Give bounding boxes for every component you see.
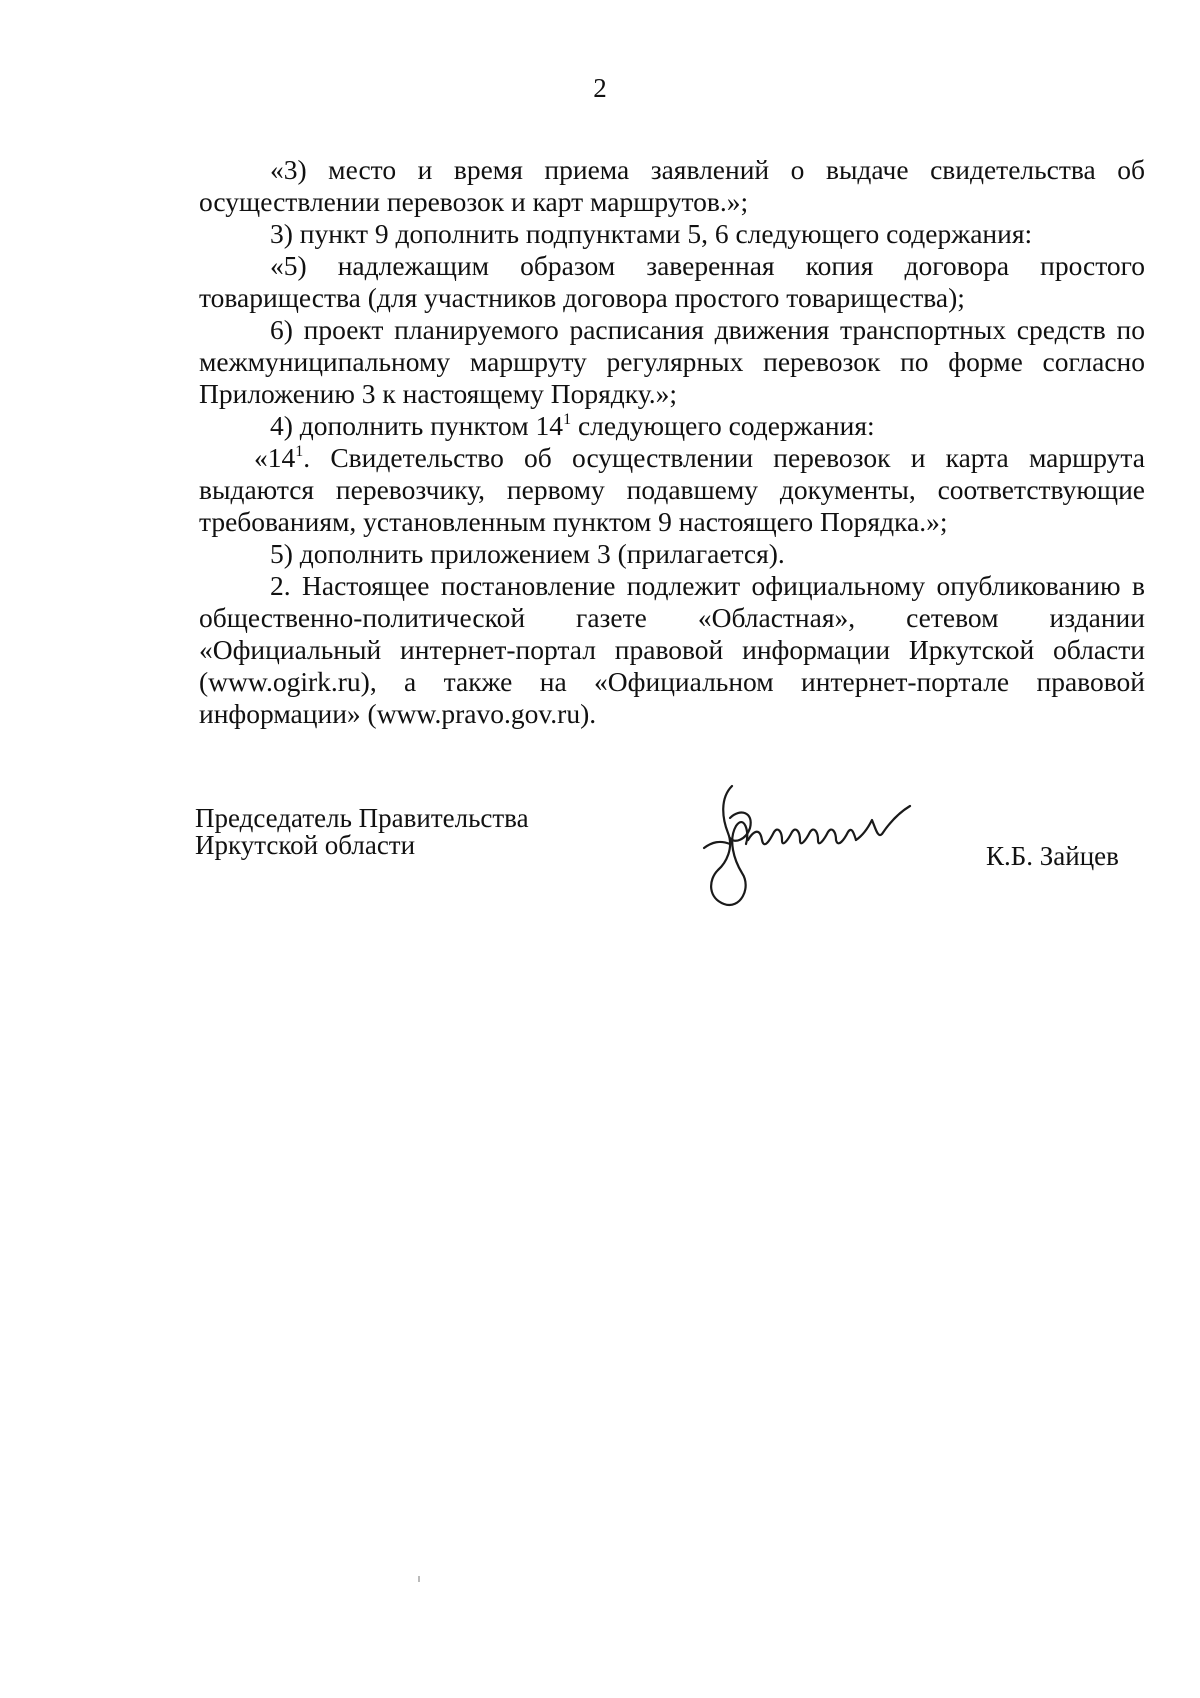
- paragraph-text: 2. Настоящее постановление подлежит официальному опубликованию в общественно-политической газете «Областная», сетевом издании «Официальный интернет-портал правовой информации Иркутской области (www.ogirk.ru), а также на «Официальном интернет-портале правовой информации» (www.pravo.gov.ru).: [199, 570, 1145, 729]
- signer-title: [195, 805, 529, 859]
- paragraph-text: «14: [254, 442, 296, 473]
- paragraph-text: 6) проект планируемого расписания движения транспортных средств по межмуниципальному маршруту регулярных перевозок по форме согласно Приложению 3 к настоящему Порядку.»;: [199, 314, 1145, 409]
- handwritten-signature-icon: [690, 778, 930, 913]
- body-paragraph: [199, 410, 1145, 442]
- paragraph-text: 5) дополнить приложением 3 (прилагается).: [270, 538, 785, 569]
- body-paragraph: [199, 250, 1145, 314]
- paragraph-text: 4) дополнить пунктом 14: [270, 410, 564, 441]
- paragraph-text: следующего содержания:: [571, 410, 875, 441]
- body-paragraph: [199, 442, 1145, 538]
- superscript: 1: [295, 442, 304, 460]
- body-paragraph: [199, 154, 1145, 218]
- document-body: [199, 154, 1145, 730]
- body-paragraph: [199, 538, 1145, 570]
- body-paragraph: [199, 314, 1145, 410]
- page-number: 2: [593, 73, 607, 103]
- superscript: 1: [563, 410, 572, 428]
- paragraph-text: «3) место и время приема заявлений о выдаче свидетельства об осуществлении перевозок и карт маршрутов.»;: [199, 154, 1145, 217]
- paragraph-text: . Свидетельство об осуществлении перевозок и карта маршрута выдаются перевозчику, первому подавшему документы, соответствующие требованиям, установленным пунктом 9 настоящего Порядка.»;: [199, 442, 1145, 537]
- signer-name: К.Б. Зайцев: [986, 841, 1119, 871]
- signer-title-line-1: Председатель Правительства: [195, 803, 529, 833]
- body-paragraph: [199, 570, 1145, 730]
- body-paragraph: [199, 218, 1145, 250]
- paragraph-text: 3) пункт 9 дополнить подпунктами 5, 6 следующего содержания:: [270, 218, 1033, 249]
- stray-mark: [418, 1576, 420, 1582]
- signer-title-line-2: Иркутской области: [195, 830, 416, 860]
- paragraph-text: «5) надлежащим образом заверенная копия договора простого товарищества (для участников договора простого товарищества);: [199, 250, 1145, 313]
